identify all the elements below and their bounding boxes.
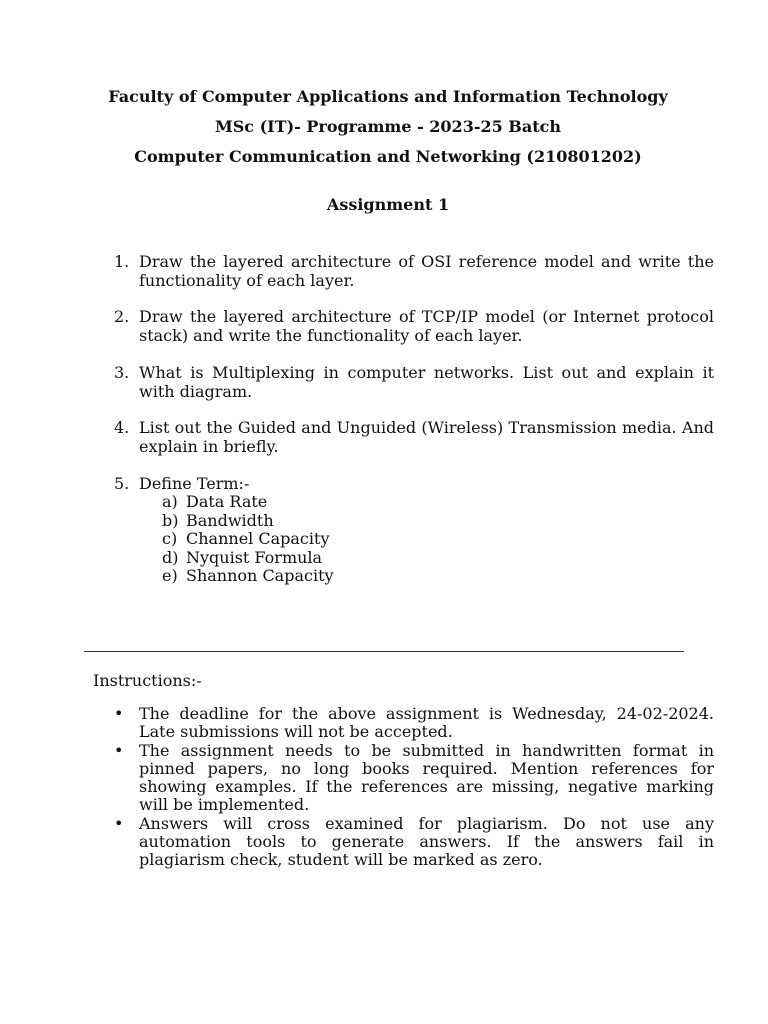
term-letter: e) (162, 566, 178, 585)
term-letter: b) (162, 510, 179, 530)
term-item (162, 493, 768, 512)
term-item (162, 530, 768, 549)
question-item (114, 307, 714, 345)
term-letter: c) (162, 529, 178, 548)
term-text: Nyquist Formula (186, 547, 323, 567)
question-text: Define Term:- (139, 474, 250, 493)
term-letter: d) (162, 547, 179, 567)
instruction-item (114, 815, 714, 869)
question-text: Draw the layered architecture of TCP/IP model (or Internet protocol stack) and write the functionality of each layer. (139, 307, 714, 345)
instruction-item (114, 742, 714, 814)
instruction-item (114, 705, 714, 741)
question-number: 5. (114, 474, 130, 493)
instruction-text: Answers will cross examined for plagiarism. Do not use any automation tools to generate answers. If the answers fail in plagiarism check, student will be marked as zero. (139, 814, 714, 869)
programme-heading: MSc (IT)- Programme - 2023-25 Batch (215, 117, 561, 136)
instruction-text: The assignment needs to be submitted in handwritten format in pinned papers, no long books required. Mention references for showing examples. If the references are missing, negative marking will be implemented. (139, 741, 714, 814)
question-text: Draw the layered architecture of OSI reference model and write the functionality of each layer. (139, 252, 714, 290)
assignment-title: Assignment 1 (326, 195, 450, 214)
bullet-icon: • (114, 704, 124, 723)
instruction-text: The deadline for the above assignment is Wednesday, 24-02-2024. Late submissions will not be accepted. (139, 704, 714, 741)
bullet-icon: • (114, 741, 124, 760)
faculty-heading: Faculty of Computer Applications and Information Technology (108, 87, 668, 106)
define-terms-list (0, 493, 768, 586)
question-item (114, 363, 714, 401)
question-item (114, 252, 714, 290)
question-number: 4. (114, 418, 130, 437)
course-heading: Computer Communication and Networking (210801202) (134, 147, 642, 166)
term-item (162, 549, 768, 568)
term-text: Shannon Capacity (186, 566, 334, 585)
question-item (114, 474, 714, 493)
question-text: List out the Guided and Unguided (Wireless) Transmission media. And explain in briefly. (139, 418, 714, 456)
term-item (162, 567, 768, 586)
question-number: 2. (114, 307, 130, 326)
instructions-title: Instructions:- (93, 671, 202, 690)
question-number: 3. (114, 363, 130, 382)
term-text: Data Rate (186, 492, 268, 511)
bullet-icon: • (114, 814, 124, 833)
term-text: Bandwidth (186, 510, 274, 530)
question-number: 1. (114, 252, 130, 271)
question-text: What is Multiplexing in computer networks. List out and explain it with diagram. (139, 363, 714, 401)
term-letter: a) (162, 492, 178, 511)
question-item (114, 418, 714, 456)
term-item (162, 512, 768, 531)
section-divider (84, 651, 684, 652)
term-text: Channel Capacity (186, 529, 330, 548)
instructions-list (114, 705, 714, 870)
